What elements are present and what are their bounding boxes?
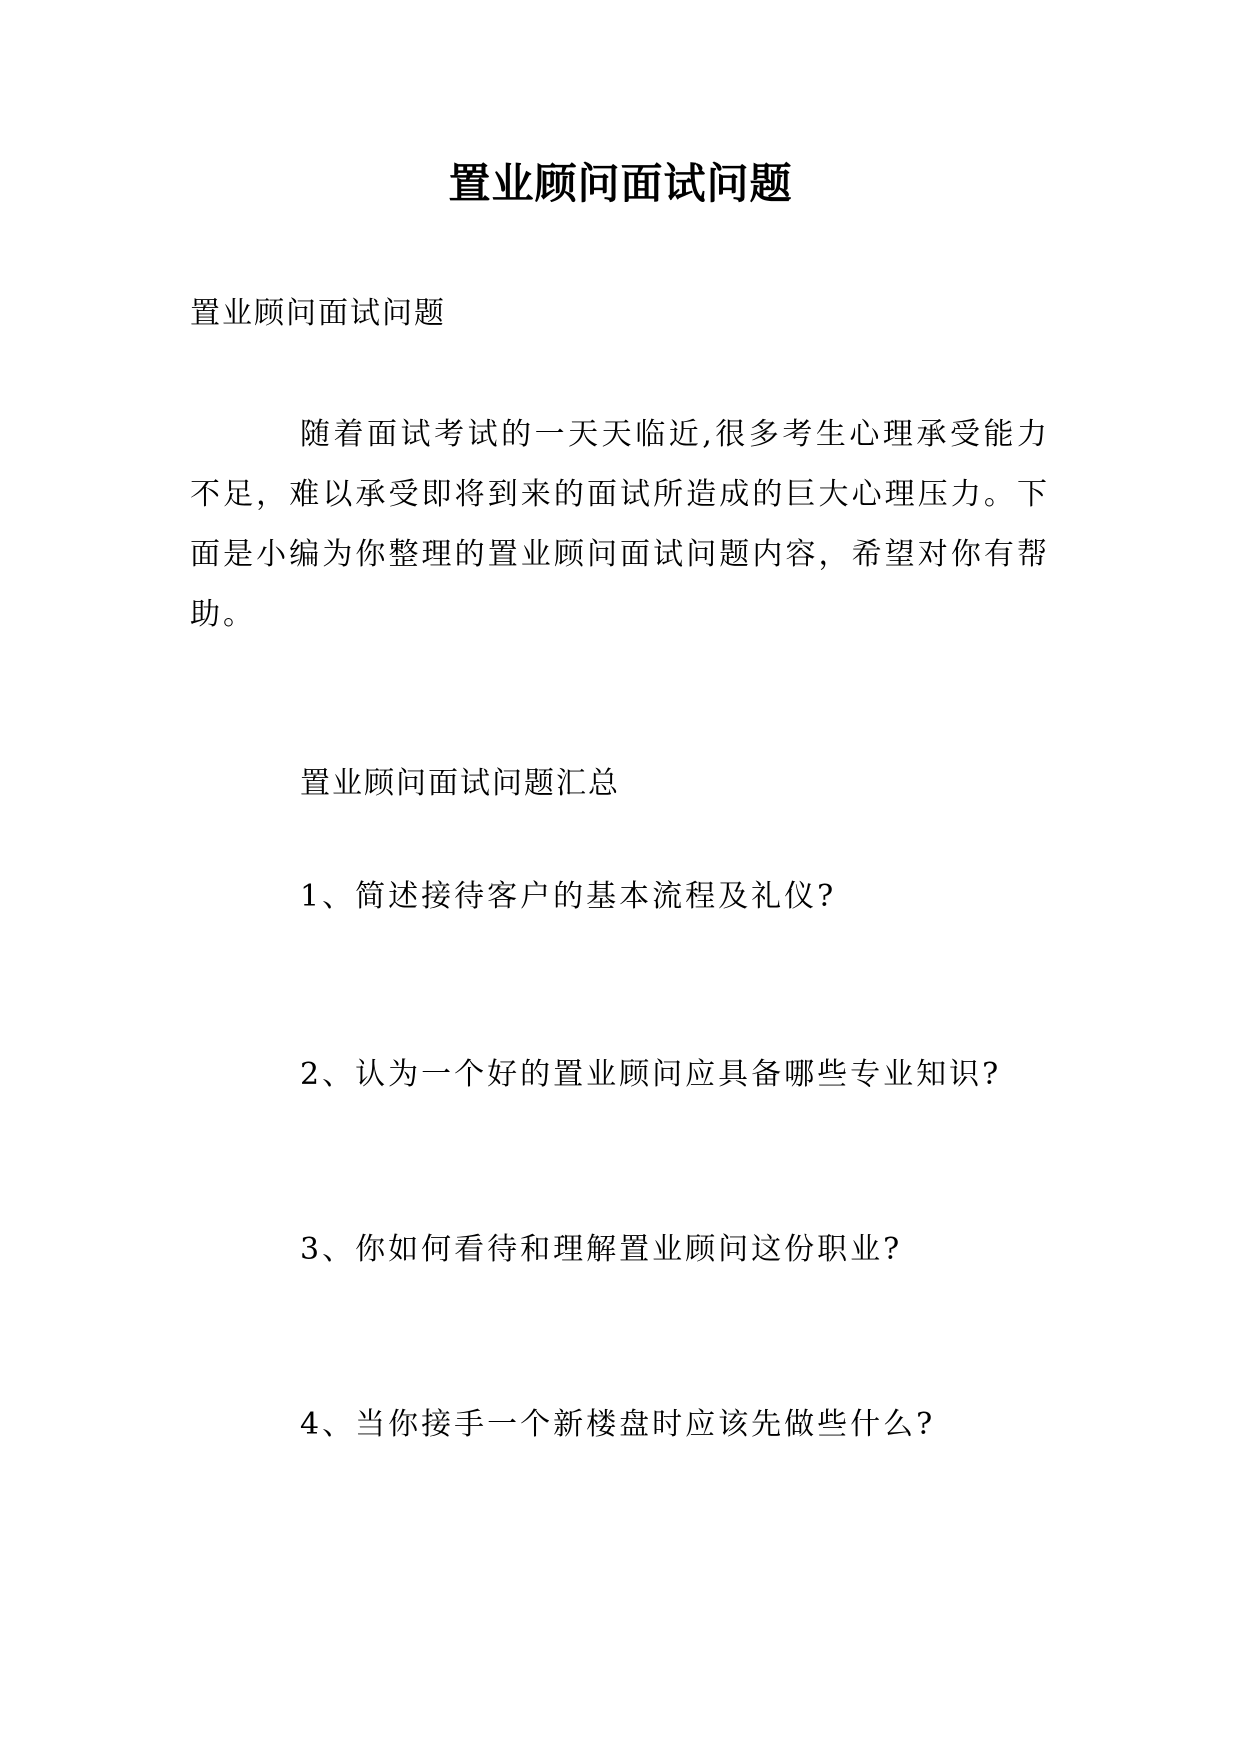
- section-heading: 置业顾问面试问题汇总: [300, 766, 620, 801]
- question-item: 4、当你接手一个新楼盘时应该先做些什么?: [300, 1407, 936, 1442]
- document-title: 置业顾问面试问题: [448, 159, 793, 208]
- document-subtitle: 置业顾问面试问题: [190, 296, 446, 331]
- question-item: 1、简述接待客户的基本流程及礼仪?: [300, 879, 837, 914]
- question-item: 2、认为一个好的置业顾问应具备哪些专业知识?: [300, 1057, 1002, 1092]
- intro-paragraph: 随着面试考试的一天天临近,很多考生心理承受能力不足，难以承受即将到来的面试所造成的巨大心理压力。下面是小编为你整理的置业顾问面试问题内容，希望对你有帮助。: [190, 417, 1050, 632]
- question-item: 3、你如何看待和理解置业顾问这份职业?: [300, 1232, 903, 1267]
